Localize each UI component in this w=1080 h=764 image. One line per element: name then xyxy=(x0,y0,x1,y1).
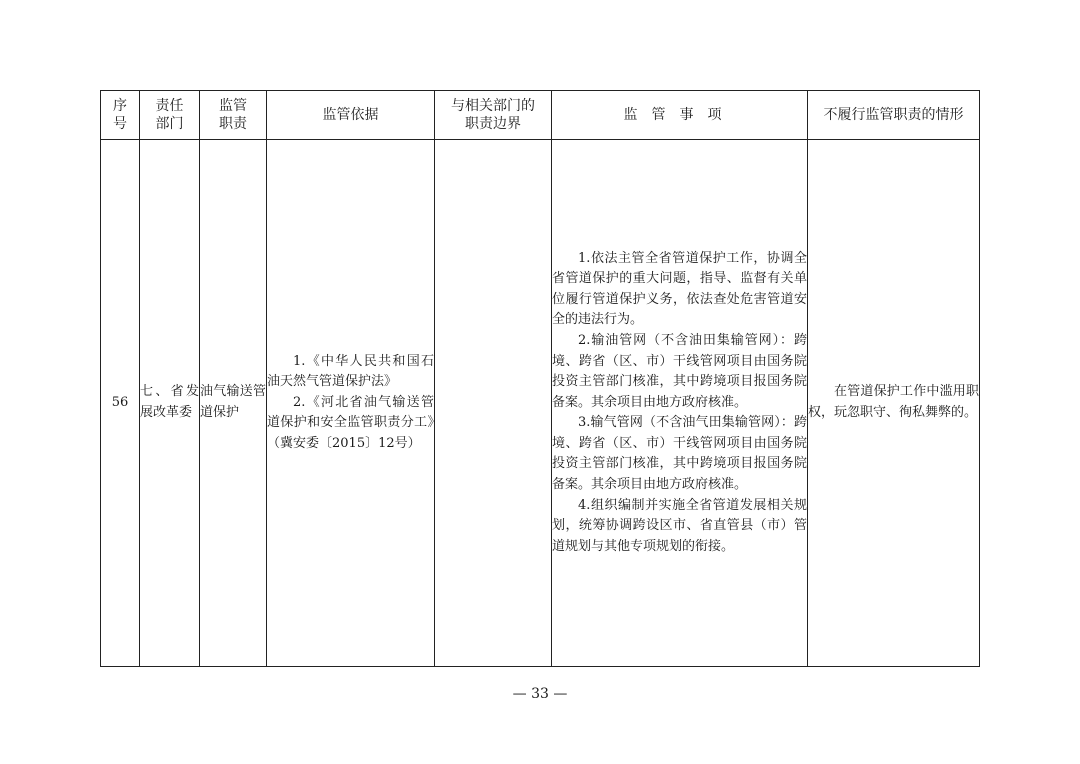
row-seq: 56 xyxy=(101,140,140,667)
header-items: 监管事项 xyxy=(552,91,808,140)
basis-item: 1.《中华人民共和国石油天然气管道保护法》 xyxy=(267,353,434,390)
table-row xyxy=(101,140,980,667)
failure-text: 在管道保护工作中滥用职权，玩忽职守、徇私舞弊的。 xyxy=(808,384,979,420)
header-failure: 不履行监管职责的情形 xyxy=(808,91,980,140)
supervision-item: 4.组织编制并实施全省管道发展相关规划，统筹协调跨设区市、省直管县（市）管道规划与其他专项规划的衔接。 xyxy=(552,497,807,554)
header-duty: 监管职责 xyxy=(200,91,267,140)
row-boundary xyxy=(435,140,552,667)
duty-table xyxy=(100,90,980,667)
basis-item: 2.《河北省油气输送管道保护和安全监管职责分工》（冀安委〔2015〕12号） xyxy=(267,394,434,451)
header-boundary: 与相关部门的职责边界 xyxy=(435,91,552,140)
header-basis: 监管依据 xyxy=(267,91,435,140)
row-dept: 七、省发展改革委 xyxy=(140,140,200,667)
row-items xyxy=(552,140,808,667)
supervision-item: 1.依法主管全省管道保护工作，协调全省管道保护的重大问题，指导、监督有关单位履行管道保护义务，依法查处危害管道安全的违法行为。 xyxy=(552,250,807,328)
page-number: — 33 — xyxy=(512,686,568,702)
row-failure xyxy=(808,140,980,667)
row-duty: 油气输送管道保护 xyxy=(200,140,267,667)
supervision-item: 3.输气管网（不含油气田集输管网）：跨境、跨省（区、市）干线管网项目由国务院投资主管部门核准，其中跨境项目报国务院备案。其余项目由地方政府核准。 xyxy=(552,415,807,493)
row-basis xyxy=(267,140,435,667)
header-row xyxy=(101,91,980,140)
supervision-item: 2.输油管网（不含油田集输管网）：跨境、跨省（区、市）干线管网项目由国务院投资主管部门核准，其中跨境项目报国务院备案。其余项目由地方政府核准。 xyxy=(552,332,807,410)
header-seq: 序号 xyxy=(101,91,140,140)
header-dept: 责任部门 xyxy=(140,91,200,140)
